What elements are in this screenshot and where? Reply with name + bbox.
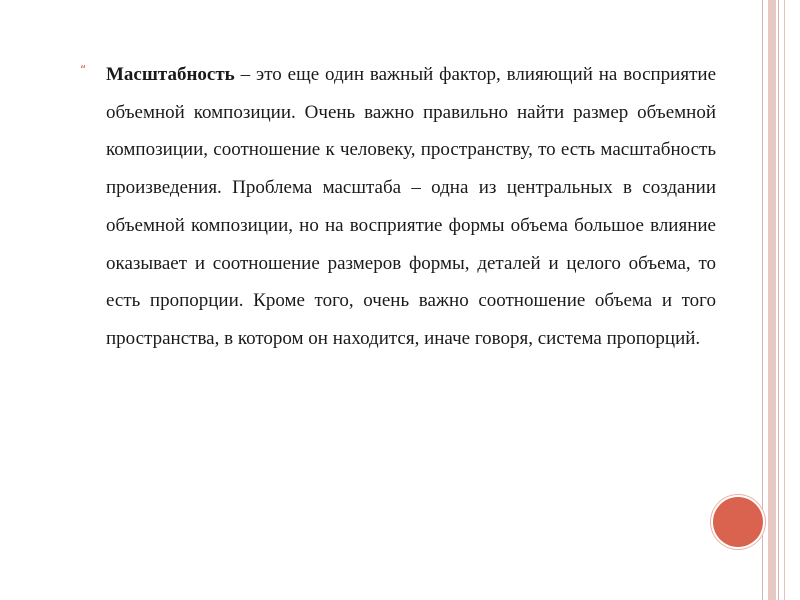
paragraph-body: – это еще один важный фактор, влияющий на восприятие объемной композиции. Очень важно правильно найти размер объемной композиции, соотношение к человеку, пространству, то есть масштабность произведения. Проблема масштаба – одна из центральных в создании объемной композиции, но на восприятие формы объема большое влияние оказывает и соотношение размеров формы, деталей и целого объема, то есть пропорции. Кроме того, очень важно соотношение объема и того пространства, в котором он находится, иначе говоря, система пропорций. — [106, 64, 716, 349]
slide-content — [80, 56, 716, 358]
frame-line — [778, 0, 779, 600]
paragraph — [106, 56, 716, 358]
term-highlight: Масштабность — [106, 64, 235, 85]
frame-band — [768, 0, 776, 600]
frame-line — [762, 0, 763, 600]
bullet-item — [80, 56, 716, 358]
decorative-circle — [713, 497, 763, 547]
frame-line — [784, 0, 785, 600]
quotation-mark-icon: “ — [80, 63, 87, 77]
